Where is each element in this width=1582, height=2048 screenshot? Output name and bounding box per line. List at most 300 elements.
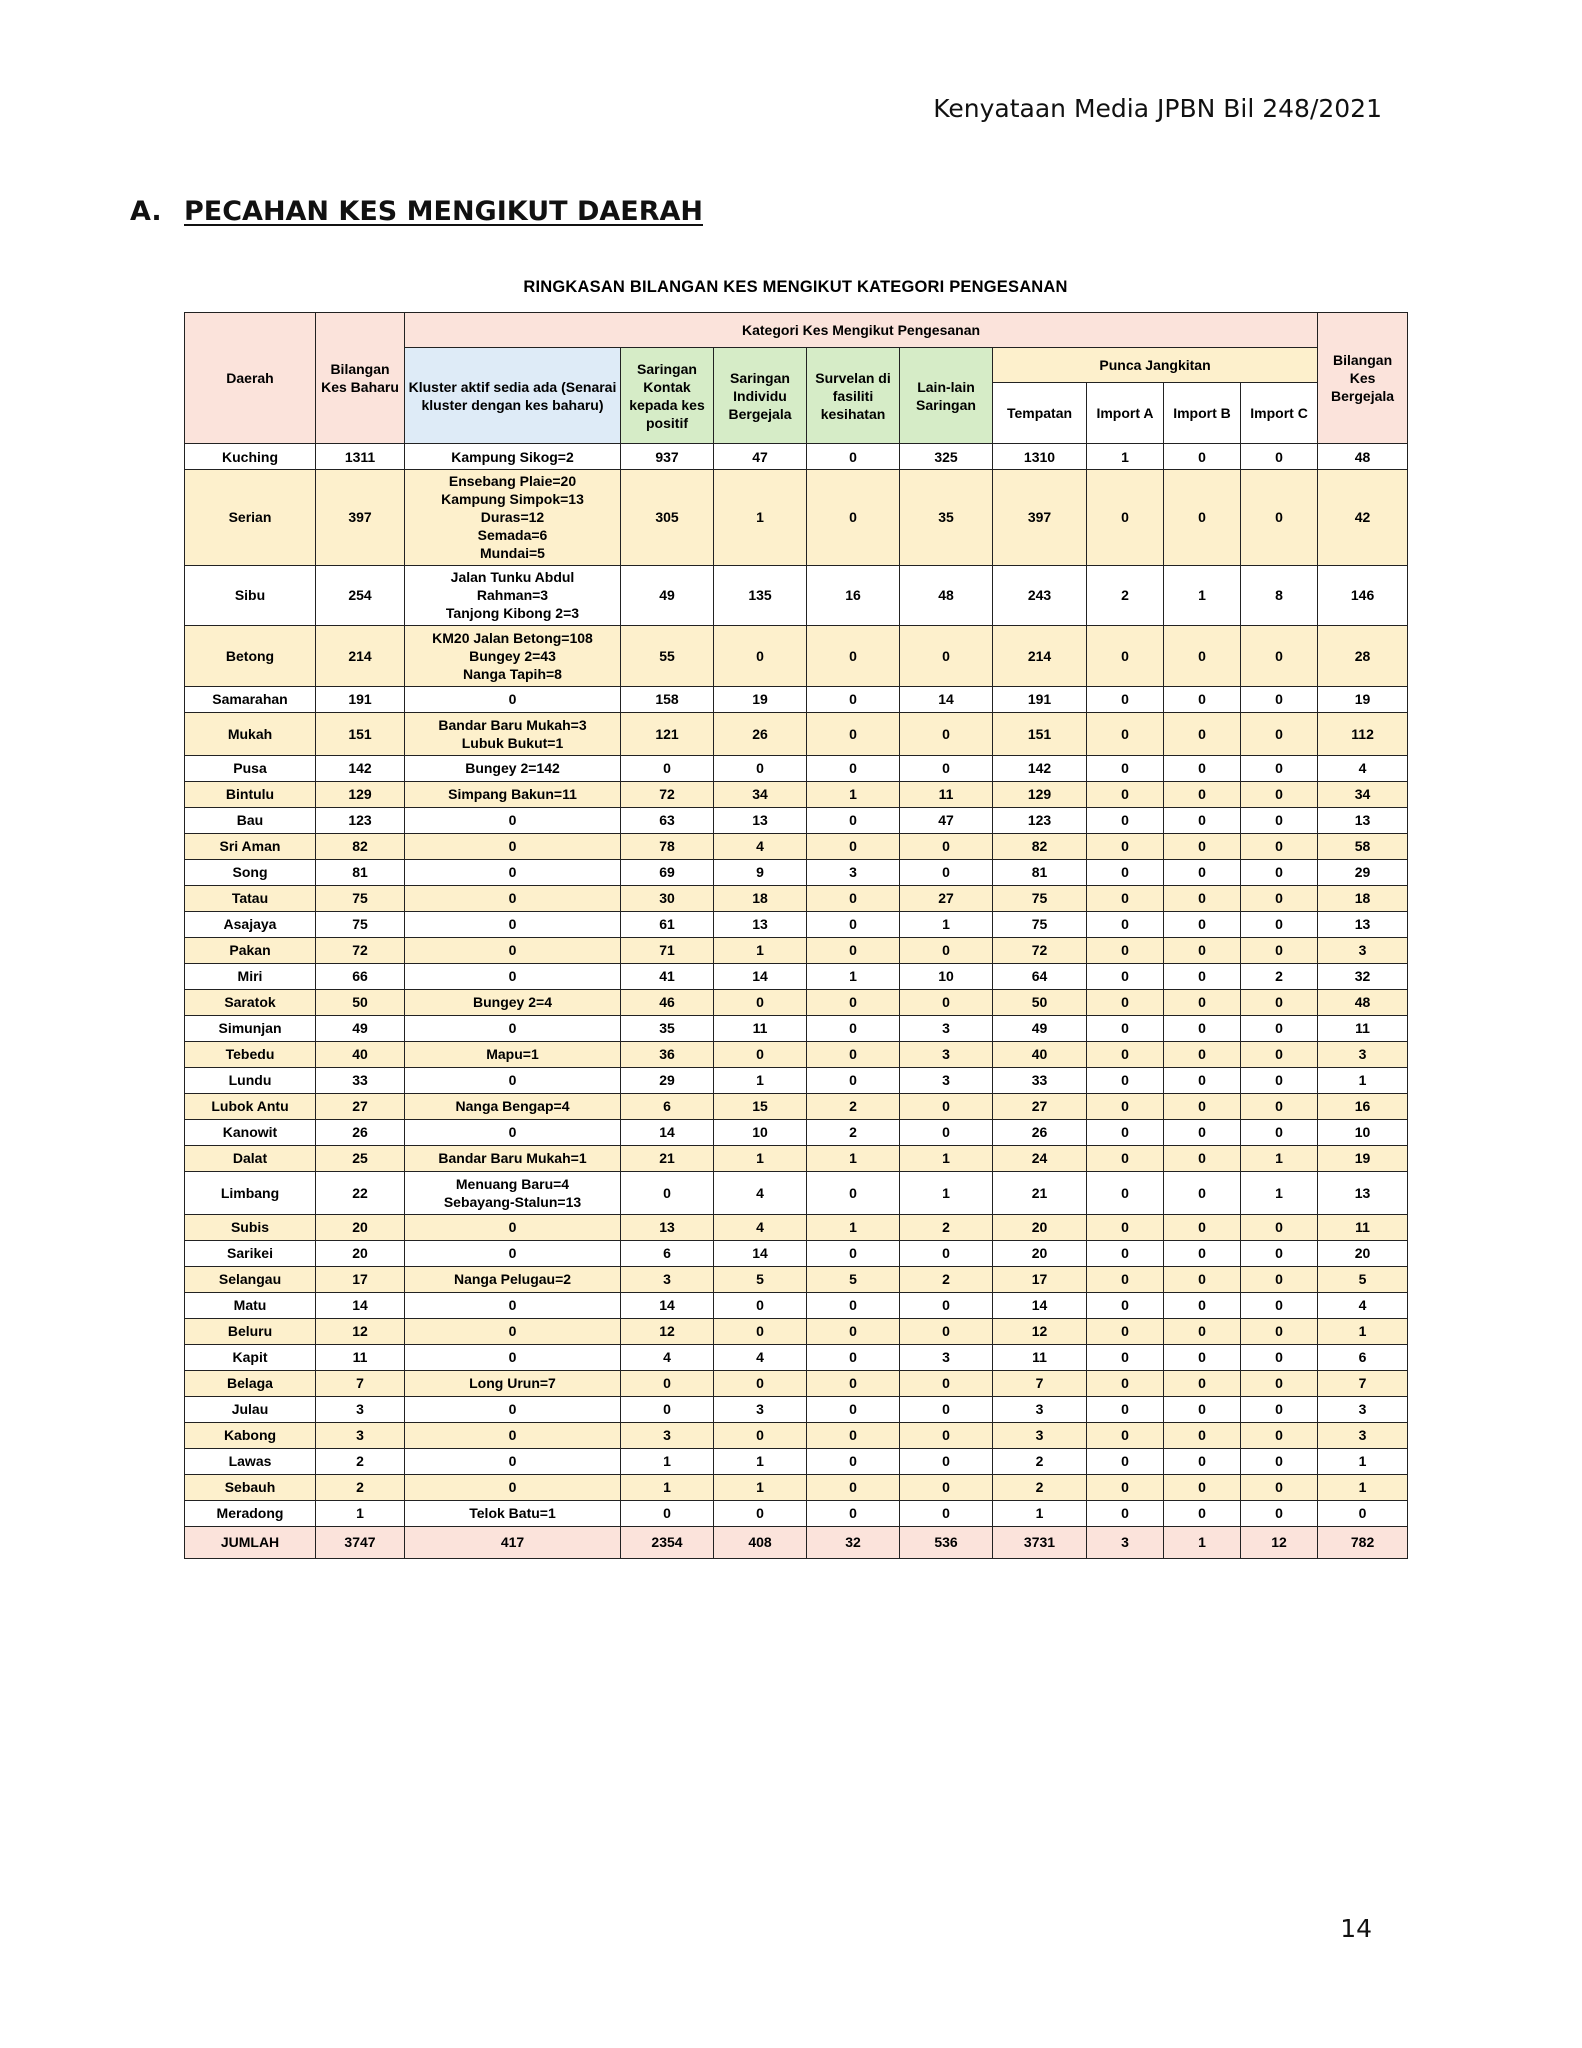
cell-kontak: 6 xyxy=(621,1093,714,1119)
cell-bergejala: 32 xyxy=(1318,963,1408,989)
cell-daerah: Sebauh xyxy=(185,1474,316,1500)
cell-import-a: 0 xyxy=(1087,885,1164,911)
cell-kluster: 0 xyxy=(405,833,621,859)
cell-tempatan: 397 xyxy=(993,470,1087,566)
cell-import-c: 0 xyxy=(1241,885,1318,911)
cell-import-b: 0 xyxy=(1164,937,1241,963)
cell-kluster: 0 xyxy=(405,1422,621,1448)
cell-lain: 0 xyxy=(900,1396,993,1422)
cell-kluster: 0 xyxy=(405,807,621,833)
header-import-a: Import A xyxy=(1087,383,1164,444)
cell-survelan: 0 xyxy=(807,1041,900,1067)
cell-import-c: 0 xyxy=(1241,1119,1318,1145)
cell-lain: 0 xyxy=(900,1500,993,1526)
cell-import-b: 0 xyxy=(1164,444,1241,470)
cell-baharu: 49 xyxy=(316,1015,405,1041)
cell-kontak: 21 xyxy=(621,1145,714,1171)
table-row xyxy=(185,859,1408,885)
cell-import-b: 0 xyxy=(1164,1093,1241,1119)
cell-lain: 1 xyxy=(900,911,993,937)
table-row xyxy=(185,1344,1408,1370)
cell-survelan: 0 xyxy=(807,807,900,833)
cell-lain: 3 xyxy=(900,1344,993,1370)
cell-tempatan: 64 xyxy=(993,963,1087,989)
cell-survelan: 0 xyxy=(807,686,900,712)
cell-daerah: Beluru xyxy=(185,1318,316,1344)
cell-kluster: 0 xyxy=(405,1396,621,1422)
cell-baharu: 14 xyxy=(316,1292,405,1318)
cell-kluster: Telok Batu=1 xyxy=(405,1500,621,1526)
cell-import-b: 0 xyxy=(1164,1422,1241,1448)
table-row xyxy=(185,1266,1408,1292)
cell-import-a: 0 xyxy=(1087,859,1164,885)
cell-import-c: 0 xyxy=(1241,1067,1318,1093)
cell-kontak: 55 xyxy=(621,626,714,687)
total-cell: 782 xyxy=(1318,1526,1408,1558)
cell-daerah: Lawas xyxy=(185,1448,316,1474)
cell-survelan: 1 xyxy=(807,1145,900,1171)
cell-tempatan: 214 xyxy=(993,626,1087,687)
cell-import-a: 0 xyxy=(1087,1266,1164,1292)
cell-import-a: 0 xyxy=(1087,989,1164,1015)
cell-import-a: 0 xyxy=(1087,833,1164,859)
cell-survelan: 0 xyxy=(807,1171,900,1214)
table-row xyxy=(185,1145,1408,1171)
cell-tempatan: 129 xyxy=(993,781,1087,807)
cell-import-b: 0 xyxy=(1164,885,1241,911)
cell-import-b: 0 xyxy=(1164,1041,1241,1067)
cell-kluster: 0 xyxy=(405,686,621,712)
header-daerah: Daerah xyxy=(185,313,316,444)
cell-tempatan: 33 xyxy=(993,1067,1087,1093)
table-row xyxy=(185,626,1408,687)
table-row xyxy=(185,911,1408,937)
cell-baharu: 81 xyxy=(316,859,405,885)
cell-survelan: 16 xyxy=(807,565,900,626)
cell-import-c: 0 xyxy=(1241,444,1318,470)
cell-daerah: Lubok Antu xyxy=(185,1093,316,1119)
cell-baharu: 142 xyxy=(316,755,405,781)
cell-tempatan: 50 xyxy=(993,989,1087,1015)
cell-daerah: Kapit xyxy=(185,1344,316,1370)
cell-daerah: Song xyxy=(185,859,316,885)
cell-tempatan: 21 xyxy=(993,1171,1087,1214)
cell-lain: 325 xyxy=(900,444,993,470)
cell-tempatan: 75 xyxy=(993,911,1087,937)
cell-baharu: 214 xyxy=(316,626,405,687)
cell-lain: 35 xyxy=(900,470,993,566)
total-cell: 408 xyxy=(714,1526,807,1558)
cell-survelan: 0 xyxy=(807,911,900,937)
table-row xyxy=(185,937,1408,963)
cell-individu: 1 xyxy=(714,1067,807,1093)
cell-import-c: 0 xyxy=(1241,1370,1318,1396)
cell-individu: 135 xyxy=(714,565,807,626)
cell-lain: 0 xyxy=(900,833,993,859)
cell-baharu: 75 xyxy=(316,911,405,937)
total-cell: 3 xyxy=(1087,1526,1164,1558)
cell-tempatan: 24 xyxy=(993,1145,1087,1171)
cell-kluster: Bungey 2=142 xyxy=(405,755,621,781)
table-header xyxy=(185,313,1408,444)
cell-individu: 0 xyxy=(714,1500,807,1526)
cell-kontak: 3 xyxy=(621,1422,714,1448)
total-cell: 536 xyxy=(900,1526,993,1558)
cell-survelan: 0 xyxy=(807,1344,900,1370)
cell-baharu: 72 xyxy=(316,937,405,963)
table-row xyxy=(185,1370,1408,1396)
cell-kluster: Kampung Sikog=2 xyxy=(405,444,621,470)
cell-import-c: 0 xyxy=(1241,1500,1318,1526)
header-bilangan-kes-baharu: Bilangan Kes Baharu xyxy=(316,313,405,444)
cell-tempatan: 11 xyxy=(993,1344,1087,1370)
cell-import-a: 0 xyxy=(1087,781,1164,807)
table-row xyxy=(185,1214,1408,1240)
cell-daerah: Asajaya xyxy=(185,911,316,937)
cell-kontak: 0 xyxy=(621,1171,714,1214)
cell-daerah: Dalat xyxy=(185,1145,316,1171)
cell-lain: 0 xyxy=(900,1119,993,1145)
cell-lain: 0 xyxy=(900,1448,993,1474)
cell-import-c: 2 xyxy=(1241,963,1318,989)
cell-daerah: Tatau xyxy=(185,885,316,911)
cell-survelan: 1 xyxy=(807,1214,900,1240)
cell-import-a: 0 xyxy=(1087,712,1164,755)
cell-import-a: 0 xyxy=(1087,1318,1164,1344)
cell-import-a: 0 xyxy=(1087,470,1164,566)
cell-import-c: 0 xyxy=(1241,1093,1318,1119)
cell-import-b: 0 xyxy=(1164,781,1241,807)
cell-tempatan: 1 xyxy=(993,1500,1087,1526)
section-number: A. xyxy=(130,196,162,227)
cell-kontak: 158 xyxy=(621,686,714,712)
cell-baharu: 27 xyxy=(316,1093,405,1119)
cell-tempatan: 26 xyxy=(993,1119,1087,1145)
cell-import-c: 0 xyxy=(1241,626,1318,687)
table-row xyxy=(185,755,1408,781)
table-row xyxy=(185,989,1408,1015)
cell-kluster: Bandar Baru Mukah=3 Lubuk Bukut=1 xyxy=(405,712,621,755)
section-title-text: PECAHAN KES MENGIKUT DAERAH xyxy=(184,196,703,227)
cell-import-b: 0 xyxy=(1164,1171,1241,1214)
cell-kluster: 0 xyxy=(405,1318,621,1344)
cell-bergejala: 16 xyxy=(1318,1093,1408,1119)
cell-bergejala: 3 xyxy=(1318,1396,1408,1422)
cell-kontak: 69 xyxy=(621,859,714,885)
cell-survelan: 0 xyxy=(807,470,900,566)
cell-tempatan: 123 xyxy=(993,807,1087,833)
cell-tempatan: 20 xyxy=(993,1240,1087,1266)
table-body xyxy=(185,444,1408,1527)
cell-baharu: 129 xyxy=(316,781,405,807)
cell-tempatan: 2 xyxy=(993,1474,1087,1500)
table-row xyxy=(185,1119,1408,1145)
cell-kontak: 63 xyxy=(621,807,714,833)
cell-kontak: 1 xyxy=(621,1474,714,1500)
cell-import-a: 2 xyxy=(1087,565,1164,626)
cell-individu: 0 xyxy=(714,1422,807,1448)
cell-bergejala: 5 xyxy=(1318,1266,1408,1292)
cell-kontak: 12 xyxy=(621,1318,714,1344)
cell-individu: 0 xyxy=(714,1318,807,1344)
cell-individu: 1 xyxy=(714,937,807,963)
header-import-c: Import C xyxy=(1241,383,1318,444)
cell-tempatan: 1310 xyxy=(993,444,1087,470)
cell-kontak: 14 xyxy=(621,1119,714,1145)
cell-daerah: Julau xyxy=(185,1396,316,1422)
cell-survelan: 0 xyxy=(807,1448,900,1474)
cell-bergejala: 29 xyxy=(1318,859,1408,885)
table-row xyxy=(185,1318,1408,1344)
cell-baharu: 20 xyxy=(316,1214,405,1240)
cell-tempatan: 14 xyxy=(993,1292,1087,1318)
table-row xyxy=(185,1474,1408,1500)
cell-kluster: Nanga Pelugau=2 xyxy=(405,1266,621,1292)
table-row xyxy=(185,1015,1408,1041)
total-cell: 12 xyxy=(1241,1526,1318,1558)
table-row xyxy=(185,1240,1408,1266)
cell-survelan: 0 xyxy=(807,712,900,755)
cell-daerah: Belaga xyxy=(185,1370,316,1396)
cell-lain: 1 xyxy=(900,1145,993,1171)
table-row xyxy=(185,1041,1408,1067)
cell-survelan: 0 xyxy=(807,755,900,781)
cell-individu: 0 xyxy=(714,1292,807,1318)
table-row xyxy=(185,1422,1408,1448)
cell-import-a: 0 xyxy=(1087,686,1164,712)
cell-import-c: 0 xyxy=(1241,807,1318,833)
cell-bergejala: 13 xyxy=(1318,1171,1408,1214)
cell-lain: 2 xyxy=(900,1266,993,1292)
cell-survelan: 0 xyxy=(807,626,900,687)
cell-survelan: 0 xyxy=(807,1015,900,1041)
cell-kluster: 0 xyxy=(405,1015,621,1041)
cell-import-c: 0 xyxy=(1241,1396,1318,1422)
cell-kluster: Ensebang Plaie=20 Kampung Simpok=13 Duras=12 Semada=6 Mundai=5 xyxy=(405,470,621,566)
cell-tempatan: 2 xyxy=(993,1448,1087,1474)
cell-import-a: 0 xyxy=(1087,626,1164,687)
cell-survelan: 0 xyxy=(807,1474,900,1500)
cell-individu: 1 xyxy=(714,1448,807,1474)
cell-import-a: 0 xyxy=(1087,807,1164,833)
cell-kontak: 46 xyxy=(621,989,714,1015)
cell-import-b: 0 xyxy=(1164,911,1241,937)
cell-daerah: Lundu xyxy=(185,1067,316,1093)
cell-individu: 14 xyxy=(714,1240,807,1266)
cell-tempatan: 82 xyxy=(993,833,1087,859)
cell-lain: 3 xyxy=(900,1067,993,1093)
cell-kontak: 6 xyxy=(621,1240,714,1266)
cell-lain: 0 xyxy=(900,1318,993,1344)
cell-import-b: 0 xyxy=(1164,1344,1241,1370)
cell-import-a: 0 xyxy=(1087,1292,1164,1318)
cell-import-b: 0 xyxy=(1164,1500,1241,1526)
cell-kluster: 0 xyxy=(405,1474,621,1500)
table-footer xyxy=(185,1526,1408,1558)
cell-individu: 4 xyxy=(714,1344,807,1370)
cell-lain: 47 xyxy=(900,807,993,833)
cell-daerah: Sibu xyxy=(185,565,316,626)
cell-kluster: 0 xyxy=(405,1214,621,1240)
cell-kluster: Bungey 2=4 xyxy=(405,989,621,1015)
cell-baharu: 50 xyxy=(316,989,405,1015)
cell-bergejala: 1 xyxy=(1318,1318,1408,1344)
cell-import-c: 0 xyxy=(1241,859,1318,885)
total-cell: 2354 xyxy=(621,1526,714,1558)
cell-import-b: 0 xyxy=(1164,1015,1241,1041)
cell-bergejala: 112 xyxy=(1318,712,1408,755)
total-cell: 32 xyxy=(807,1526,900,1558)
table-row xyxy=(185,781,1408,807)
cell-survelan: 0 xyxy=(807,444,900,470)
cell-baharu: 1 xyxy=(316,1500,405,1526)
cell-baharu: 75 xyxy=(316,885,405,911)
cell-bergejala: 1 xyxy=(1318,1448,1408,1474)
cell-tempatan: 81 xyxy=(993,859,1087,885)
cell-import-b: 1 xyxy=(1164,565,1241,626)
cell-bergejala: 4 xyxy=(1318,755,1408,781)
cell-individu: 4 xyxy=(714,833,807,859)
cell-import-a: 0 xyxy=(1087,1240,1164,1266)
cell-survelan: 0 xyxy=(807,885,900,911)
cell-bergejala: 6 xyxy=(1318,1344,1408,1370)
cell-lain: 11 xyxy=(900,781,993,807)
cell-import-b: 0 xyxy=(1164,712,1241,755)
cell-import-a: 0 xyxy=(1087,1344,1164,1370)
cell-kluster: KM20 Jalan Betong=108 Bungey 2=43 Nanga Tapih=8 xyxy=(405,626,621,687)
cell-lain: 0 xyxy=(900,937,993,963)
cell-lain: 0 xyxy=(900,1370,993,1396)
cell-kontak: 0 xyxy=(621,755,714,781)
cell-import-c: 8 xyxy=(1241,565,1318,626)
cell-bergejala: 1 xyxy=(1318,1067,1408,1093)
table-row xyxy=(185,885,1408,911)
cell-tempatan: 142 xyxy=(993,755,1087,781)
cell-import-b: 0 xyxy=(1164,1214,1241,1240)
cell-lain: 0 xyxy=(900,989,993,1015)
cell-bergejala: 3 xyxy=(1318,1422,1408,1448)
cell-baharu: 191 xyxy=(316,686,405,712)
cell-import-c: 0 xyxy=(1241,1266,1318,1292)
cell-kluster: 0 xyxy=(405,937,621,963)
cell-kontak: 41 xyxy=(621,963,714,989)
cell-daerah: Betong xyxy=(185,626,316,687)
cell-baharu: 82 xyxy=(316,833,405,859)
page-number: 14 xyxy=(1340,1914,1372,1943)
cell-bergejala: 48 xyxy=(1318,444,1408,470)
total-row xyxy=(185,1526,1408,1558)
cell-survelan: 0 xyxy=(807,1067,900,1093)
cell-baharu: 7 xyxy=(316,1370,405,1396)
cell-lain: 0 xyxy=(900,1474,993,1500)
cell-tempatan: 12 xyxy=(993,1318,1087,1344)
cell-kluster: 0 xyxy=(405,963,621,989)
cell-bergejala: 11 xyxy=(1318,1214,1408,1240)
cell-kontak: 1 xyxy=(621,1448,714,1474)
table-row xyxy=(185,1448,1408,1474)
cell-lain: 3 xyxy=(900,1015,993,1041)
cell-individu: 4 xyxy=(714,1171,807,1214)
cell-tempatan: 151 xyxy=(993,712,1087,755)
cell-survelan: 0 xyxy=(807,833,900,859)
cell-lain: 0 xyxy=(900,712,993,755)
cell-survelan: 0 xyxy=(807,1292,900,1318)
cell-kluster: Menuang Baru=4 Sebayang-Stalun=13 xyxy=(405,1171,621,1214)
cell-kontak: 4 xyxy=(621,1344,714,1370)
cell-baharu: 123 xyxy=(316,807,405,833)
cell-import-b: 0 xyxy=(1164,1266,1241,1292)
cell-kluster: Mapu=1 xyxy=(405,1041,621,1067)
header-saringan-individu: Saringan Individu Bergejala xyxy=(714,348,807,444)
cell-import-c: 0 xyxy=(1241,937,1318,963)
cell-bergejala: 19 xyxy=(1318,686,1408,712)
cell-individu: 26 xyxy=(714,712,807,755)
cell-baharu: 17 xyxy=(316,1266,405,1292)
cell-import-b: 0 xyxy=(1164,1119,1241,1145)
cell-tempatan: 49 xyxy=(993,1015,1087,1041)
cell-import-a: 0 xyxy=(1087,1396,1164,1422)
cell-daerah: Subis xyxy=(185,1214,316,1240)
cell-lain: 0 xyxy=(900,755,993,781)
cell-daerah: Saratok xyxy=(185,989,316,1015)
table-row xyxy=(185,833,1408,859)
table-row xyxy=(185,1067,1408,1093)
cell-import-b: 0 xyxy=(1164,1067,1241,1093)
table-row xyxy=(185,807,1408,833)
cell-individu: 1 xyxy=(714,470,807,566)
cell-daerah: Tebedu xyxy=(185,1041,316,1067)
cell-kontak: 36 xyxy=(621,1041,714,1067)
table-row xyxy=(185,712,1408,755)
summary-table-container xyxy=(184,272,1407,1559)
table-row xyxy=(185,565,1408,626)
cell-daerah: Matu xyxy=(185,1292,316,1318)
cell-baharu: 254 xyxy=(316,565,405,626)
cell-kontak: 35 xyxy=(621,1015,714,1041)
cell-import-b: 0 xyxy=(1164,470,1241,566)
table-row xyxy=(185,1500,1408,1526)
header-survelan: Survelan di fasiliti kesihatan xyxy=(807,348,900,444)
cell-individu: 13 xyxy=(714,807,807,833)
cell-individu: 5 xyxy=(714,1266,807,1292)
cell-import-a: 0 xyxy=(1087,1093,1164,1119)
cell-survelan: 5 xyxy=(807,1266,900,1292)
cell-import-b: 0 xyxy=(1164,1448,1241,1474)
cell-daerah: Limbang xyxy=(185,1171,316,1214)
cell-tempatan: 7 xyxy=(993,1370,1087,1396)
cell-survelan: 0 xyxy=(807,1318,900,1344)
cell-baharu: 25 xyxy=(316,1145,405,1171)
cell-import-b: 0 xyxy=(1164,626,1241,687)
cell-individu: 11 xyxy=(714,1015,807,1041)
cell-survelan: 1 xyxy=(807,781,900,807)
cell-kontak: 14 xyxy=(621,1292,714,1318)
cell-survelan: 2 xyxy=(807,1119,900,1145)
cell-tempatan: 27 xyxy=(993,1093,1087,1119)
cell-import-b: 0 xyxy=(1164,1396,1241,1422)
cell-daerah: Kabong xyxy=(185,1422,316,1448)
cell-import-b: 0 xyxy=(1164,1145,1241,1171)
cell-kontak: 937 xyxy=(621,444,714,470)
cell-individu: 1 xyxy=(714,1145,807,1171)
cell-import-a: 0 xyxy=(1087,755,1164,781)
table-row xyxy=(185,470,1408,566)
cell-import-a: 0 xyxy=(1087,937,1164,963)
cell-baharu: 22 xyxy=(316,1171,405,1214)
cell-import-a: 0 xyxy=(1087,1214,1164,1240)
cell-baharu: 66 xyxy=(316,963,405,989)
cell-kontak: 305 xyxy=(621,470,714,566)
